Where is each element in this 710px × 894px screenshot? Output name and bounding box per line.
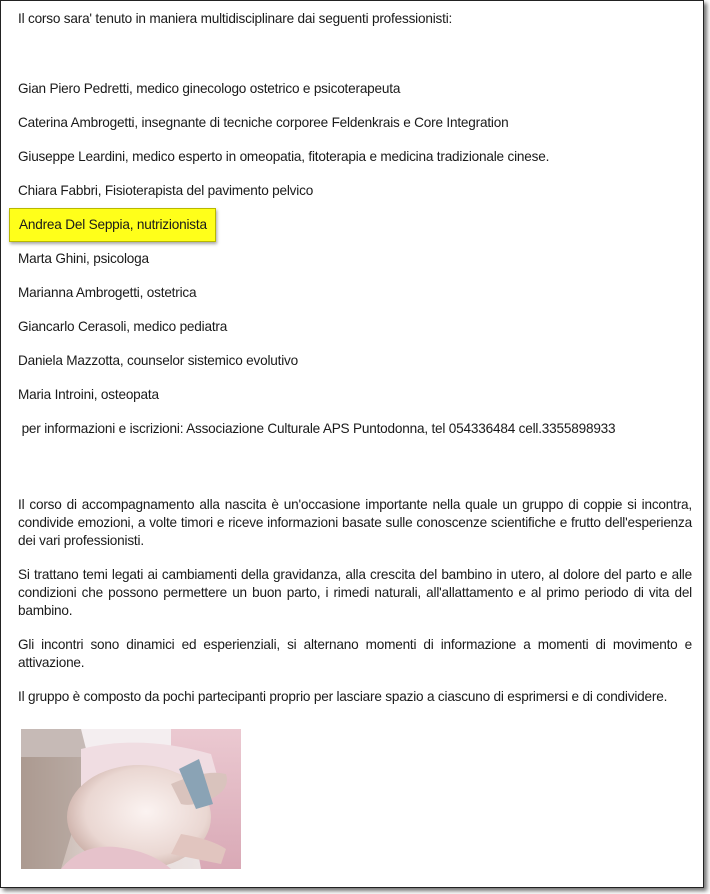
description-paragraph: Si trattano temi legati ai cambiamenti della gravidanza, alla crescita del bambino in utero, al dolore del parto e alle condizioni che possono permettere un buon parto, i rimedi naturali, all'allattamento e al primo periodo di vita del bambino. [18,567,692,618]
professional-item: Marianna Ambrogetti, ostetrica [18,285,197,300]
intro-text: Il corso sara' tenuto in maniera multidisciplinare dai seguenti professionisti: [18,11,453,26]
professional-item: Maria Introini, osteopata [18,387,159,402]
highlighted-professional-item: Andrea Del Seppia, nutrizionista [9,208,216,242]
description-paragraph: Gli incontri sono dinamici ed esperienziali, si alternano momenti di informazione a momenti di movimento e attivazione. [18,637,692,670]
document-body [18,10,692,722]
professional-item: Gian Piero Pedretti, medico ginecologo ostetrico e psicoterapeuta [18,81,401,96]
professional-item: Caterina Ambrogetti, insegnante di tecniche corporee Feldenkrais e Core Integration [18,115,509,130]
professional-item: Daniela Mazzotta, counselor sistemico evolutivo [18,353,298,368]
professionals-list [18,80,692,404]
professional-item: Giuseppe Leardini, medico esperto in omeopatia, fitoterapia e medicina tradizionale cinese. [18,149,550,164]
contact-info: per informazioni e iscrizioni: Associazione Culturale APS Puntodonna, tel 054336484 cell.3355898933 [18,421,616,436]
professional-item: Marta Ghini, psicologa [18,251,149,266]
professional-item: Chiara Fabbri, Fisioterapista del pavimento pelvico [18,183,314,198]
description-paragraph: Il gruppo è composto da pochi partecipanti proprio per lasciare spazio a ciascuno di esprimersi e di condividere. [18,689,668,704]
pregnancy-photo [21,729,241,869]
professional-item: Giancarlo Cerasoli, medico pediatra [18,319,228,334]
description-paragraph: Il corso di accompagnamento alla nascita è un'occasione importante nella quale un gruppo di coppie si incontra, condivide emozioni, a volte timori e riceve informazioni basate sulle conoscenze scientifiche e frutto dell'esperienza dei vari professionisti. [18,497,692,548]
